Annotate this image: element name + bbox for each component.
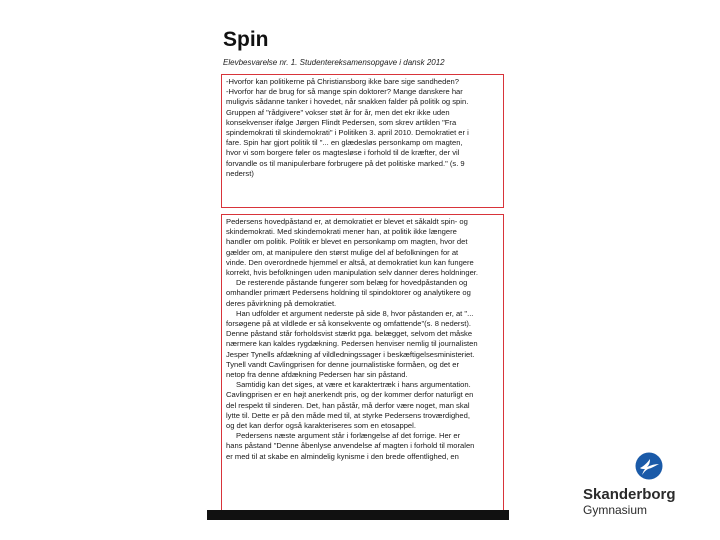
school-logo <box>583 448 708 520</box>
text-line: hvor vi som borgere føler os magtesløse i forhold til de kræfter, der vil <box>226 148 460 158</box>
text-line: hans påstand "Denne åbenlyse anvendelse af magten i forhold til moralen <box>226 441 475 451</box>
text-line: forsøgene på at vildlede er så konsekvente og omfattende"(s. 8 nederst). <box>226 319 471 329</box>
text-line: handler om politik. Politik er blevet en personkamp om magten, hvor det <box>226 237 468 247</box>
text-line: De resterende påstande fungerer som belæg for hovedpåstanden og <box>236 278 468 288</box>
text-line: spindemokrati til skindemokrati" i Politiken 3. april 2010. Demokratiet er i <box>226 128 469 138</box>
text-line: lytte til. Dette er på den måde med til, at styrke Pedersens troværdighed, <box>226 410 470 420</box>
text-line: netop fra denne afdækning Pedersen har sin påstand. <box>226 370 408 380</box>
text-line: gælder om, at manipulere den størst mulige del af befolkningen for at <box>226 247 459 257</box>
text-line: del respekt til sinderen. Det, han påstår, må derfor være noget, man skal <box>226 400 470 410</box>
text-line: er med til at skabe en almindelig kynisme i den brede offentlighed, en <box>226 451 459 461</box>
text-line: nærmere kan kaldes rygdækning. Pedersen henviser nemlig til journalisten <box>226 339 478 349</box>
text-line: Tynell vandt Cavlingprisen for denne journalistiske formåen, og det er <box>226 359 460 369</box>
document-title: Spin <box>223 28 269 51</box>
document-subtitle: Elevbesvarelse nr. 1. Studentereksamensopgave i dansk 2012 <box>223 58 445 67</box>
text-line: Gruppen af "rådgivere" vokser støt år for år, men det ekr ikke uden <box>226 107 450 117</box>
text-line: Jesper Tynells afdækning af vildledningssager i beskæftigelsesministeriet. <box>226 349 475 359</box>
text-line: skindemokrati. Med skindemokrati mener han, at politik ikke længere <box>226 227 457 237</box>
analysis-text-box <box>221 214 504 520</box>
text-line: muligvis sådanne tanker i hovedet, når snakken falder på politik og spin. <box>226 97 469 107</box>
swallow-bird-icon <box>635 452 663 480</box>
text-line: Samtidig kan det siges, at være et karaktertræk i hans argumentation. <box>236 380 471 390</box>
text-line: korrekt, hvis befolkningen uden manipulation selv danner deres holdninger. <box>226 268 479 278</box>
text-line: Han udfolder et argument nederste på side 8, hvor påstanden er, at "... <box>236 308 474 318</box>
text-line: Cavlingprisen er en højt anerkendt pris, og der kommer derfor naturligt en <box>226 390 474 400</box>
text-line: Denne påstand står forholdsvist stærkt pga. belægget, selvom det måske <box>226 329 473 339</box>
text-line: nederst) <box>226 168 254 178</box>
text-line: fare. Spin har gjort politik til "... en glædesløs personkamp om magten, <box>226 138 463 148</box>
text-line: deres påvirkning på demokratiet. <box>226 298 337 308</box>
text-line: omhandler primært Pedersens holdning til spindoktorer og analytikere og <box>226 288 471 298</box>
text-line: Pedersens næste argument står i forlængelse af det forrige. Her er <box>236 431 461 441</box>
text-line: konsekvenser ifølge Jørgen Flindt Pedersen, som skrev artiklen "Fra <box>226 117 457 127</box>
logo-name: Skanderborg <box>583 486 676 503</box>
logo-subtitle: Gymnasium <box>583 503 648 517</box>
text-line: -Hvorfor kan politikerne på Christiansborg ikke bare sige sandheden? <box>226 77 460 86</box>
text-line: Pedersens hovedpåstand er, at demokratiet er blevet et såkaldt spin- og <box>226 217 468 226</box>
text-line: -Hvorfor har de brug for så mange spin doktorer? Mange danskere har <box>226 87 463 97</box>
page-bottom-bar <box>207 510 509 520</box>
text-line: forvandle os til manipulerbare forbrugere på det politiske marked." (s. 9 <box>226 158 465 168</box>
text-line: vinde. Den overordnede hjemmel er altså, at demokratiet kun kan fungere <box>226 257 474 267</box>
text-line: og det kan derfor også karakteriseres som en etosappel. <box>226 421 416 431</box>
document-page <box>207 22 509 520</box>
intro-text-box <box>221 74 504 208</box>
